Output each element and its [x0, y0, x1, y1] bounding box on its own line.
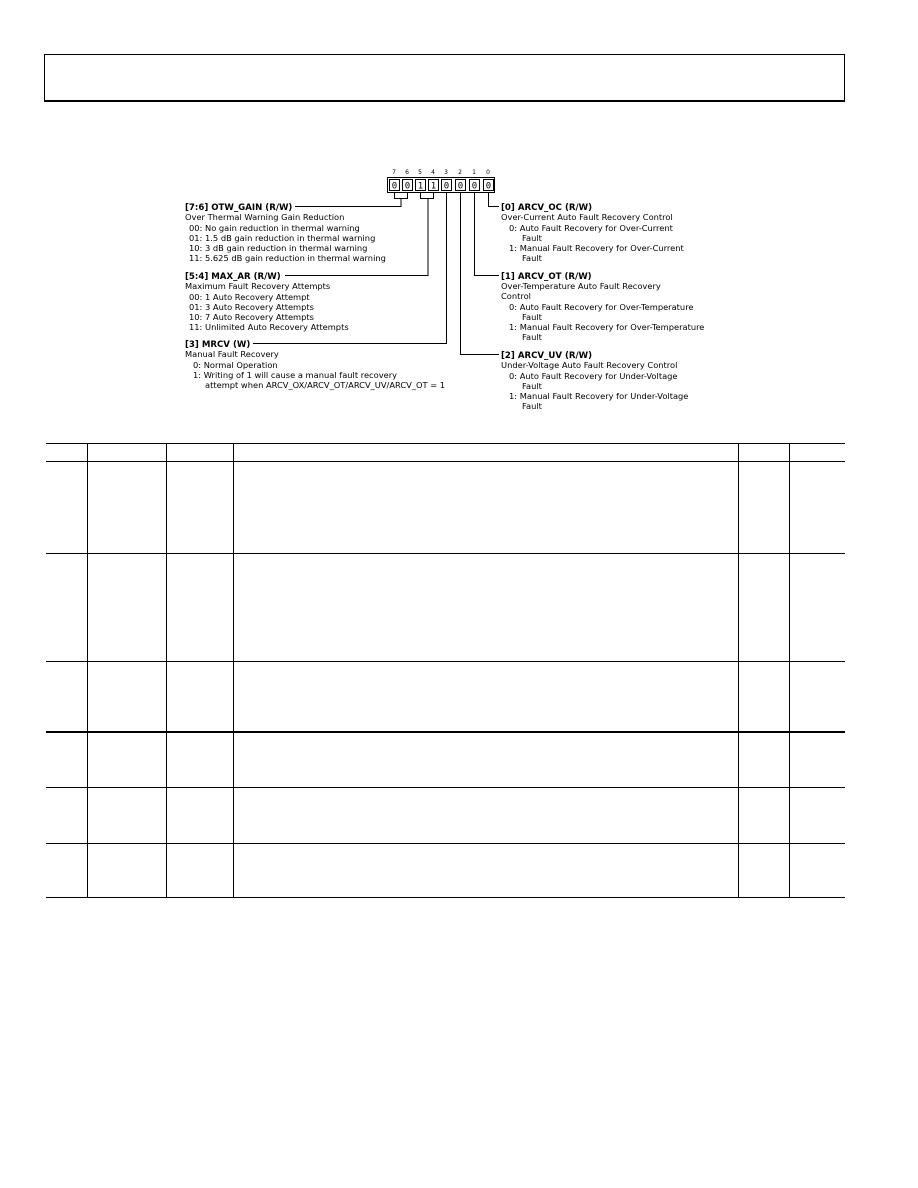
table-cell: [233, 662, 738, 732]
field-option: 1: Manual Fault Recovery for Over-Temperature: [509, 322, 705, 332]
field-option: 10: 3 dB gain reduction in thermal warning: [189, 243, 368, 253]
table-row: [46, 788, 845, 844]
bit-value: 0: [404, 181, 411, 192]
field-option: Fault: [522, 312, 542, 322]
table-cell: [738, 662, 789, 732]
bit-value: 0: [471, 181, 478, 192]
bit-number: 3: [444, 169, 448, 176]
table-cell: [46, 788, 87, 844]
table-header-row: [46, 444, 845, 462]
bit-number: 2: [458, 169, 462, 176]
field-option: 1: Manual Fault Recovery for Over-Current: [509, 243, 684, 253]
field-description: Maximum Fault Recovery Attempts: [185, 281, 331, 291]
field-option: 0: Auto Fault Recovery for Over-Current: [509, 223, 673, 233]
field-option: attempt when ARCV_OX/ARCV_OT/ARCV_UV/ARCV_OT = 1: [205, 380, 446, 390]
field-option: 01: 3 Auto Recovery Attempts: [189, 302, 314, 312]
table-cell: [46, 554, 87, 662]
bit-number: 5: [418, 169, 422, 176]
field-description: Under-Voltage Auto Fault Recovery Control: [501, 360, 678, 370]
field-title: [2] ARCV_UV (R/W): [501, 351, 593, 361]
field-description: Manual Fault Recovery: [185, 349, 279, 359]
table-cell: [87, 554, 166, 662]
field-max-ar: [185, 272, 349, 332]
table-cell: [46, 462, 87, 554]
bit-value: 0: [485, 181, 492, 192]
register-bit-diagram: [0, 0, 918, 440]
table-row: [46, 462, 845, 554]
connector-arcv-uv: [461, 193, 500, 355]
table-header-cell: [166, 444, 233, 462]
table-cell: [87, 462, 166, 554]
field-description: Over-Current Auto Fault Recovery Control: [501, 212, 673, 222]
bit-number: 1: [472, 169, 476, 176]
bit-number: 6: [405, 169, 409, 176]
table-cell: [738, 554, 789, 662]
field-option: 0: Auto Fault Recovery for Over-Temperature: [509, 302, 694, 312]
bit-number: 7: [392, 169, 396, 176]
field-title: [1] ARCV_OT (R/W): [501, 272, 592, 282]
field-option: Fault: [522, 233, 542, 243]
field-description: Over Thermal Warning Gain Reduction: [185, 212, 345, 222]
table-cell: [166, 662, 233, 732]
field-arcv-oc: [501, 203, 685, 263]
table-cell: [87, 788, 166, 844]
field-option: 01: 1.5 dB gain reduction in thermal warning: [189, 233, 376, 243]
table-cell: [166, 462, 233, 554]
field-option: 00: No gain reduction in thermal warning: [189, 223, 360, 233]
table-cell: [233, 788, 738, 844]
bit-cells: [388, 178, 495, 193]
table-cell: [789, 732, 845, 788]
bit-number: 0: [486, 169, 490, 176]
field-option: 11: Unlimited Auto Recovery Attempts: [189, 322, 349, 332]
field-arcv-ot: [501, 272, 704, 342]
table-cell: [233, 844, 738, 898]
field-option: 0: Auto Fault Recovery for Under-Voltage: [509, 371, 678, 381]
field-title: [0] ARCV_OC (R/W): [501, 203, 593, 213]
bit-number: 4: [431, 169, 435, 176]
table-cell: [166, 788, 233, 844]
field-option: 1: Writing of 1 will cause a manual fault recovery: [193, 370, 398, 380]
field-option: Fault: [522, 332, 542, 342]
table-header-cell: [738, 444, 789, 462]
bit-value: 0: [457, 181, 464, 192]
table-cell: [789, 788, 845, 844]
table-cell: [233, 732, 738, 788]
field-otw-gain: [185, 203, 386, 263]
table-cell: [166, 844, 233, 898]
table-cell: [738, 732, 789, 788]
field-option: Fault: [522, 253, 542, 263]
table-cell: [233, 554, 738, 662]
table-row: [46, 844, 845, 898]
field-title: [7:6] OTW_GAIN (R/W): [185, 203, 293, 213]
field-arcv-uv: [501, 351, 688, 411]
field-description-cont: Control: [501, 291, 531, 301]
table-cell: [166, 554, 233, 662]
table-cell: [46, 662, 87, 732]
field-description: Over-Temperature Auto Fault Recovery: [501, 281, 661, 291]
table-cell: [738, 844, 789, 898]
table-header-cell: [233, 444, 738, 462]
table-cell: [87, 844, 166, 898]
field-title: [5:4] MAX_AR (R/W): [185, 272, 281, 282]
table-cell: [46, 844, 87, 898]
table-cell: [87, 732, 166, 788]
table-cell: [789, 844, 845, 898]
table-cell: [166, 732, 233, 788]
bit-value: 0: [443, 181, 450, 192]
field-title: [3] MRCV (W): [185, 340, 251, 350]
table-row: [46, 554, 845, 662]
bit-value: 1: [417, 181, 424, 192]
field-mrcv: [185, 340, 445, 390]
table-cell: [738, 462, 789, 554]
table-row: [46, 662, 845, 732]
table-cell: [87, 662, 166, 732]
bit-value: 0: [391, 181, 398, 192]
table-cell: [789, 662, 845, 732]
field-option: Fault: [522, 401, 542, 411]
table-cell: [46, 732, 87, 788]
field-option: 11: 5.625 dB gain reduction in thermal warning: [189, 253, 386, 263]
table-header-cell: [46, 444, 87, 462]
bit-numbers: [392, 169, 490, 176]
field-option: 0: Normal Operation: [193, 360, 278, 370]
connector-arcv-ot: [475, 193, 500, 276]
table-header-cell: [789, 444, 845, 462]
connector-otw-gain: [295, 193, 408, 207]
bit-value: 1: [430, 181, 437, 192]
field-option: Fault: [522, 381, 542, 391]
field-option: 00: 1 Auto Recovery Attempt: [189, 292, 310, 302]
table-header-cell: [87, 444, 166, 462]
table-cell: [789, 462, 845, 554]
table-cell: [233, 462, 738, 554]
table-row: [46, 732, 845, 788]
table-cell: [738, 788, 789, 844]
register-bit-table: [46, 443, 845, 898]
connector-arcv-oc: [489, 193, 500, 207]
table-cell: [789, 554, 845, 662]
field-option: 1: Manual Fault Recovery for Under-Voltage: [509, 391, 689, 401]
field-option: 10: 7 Auto Recovery Attempts: [189, 312, 314, 322]
